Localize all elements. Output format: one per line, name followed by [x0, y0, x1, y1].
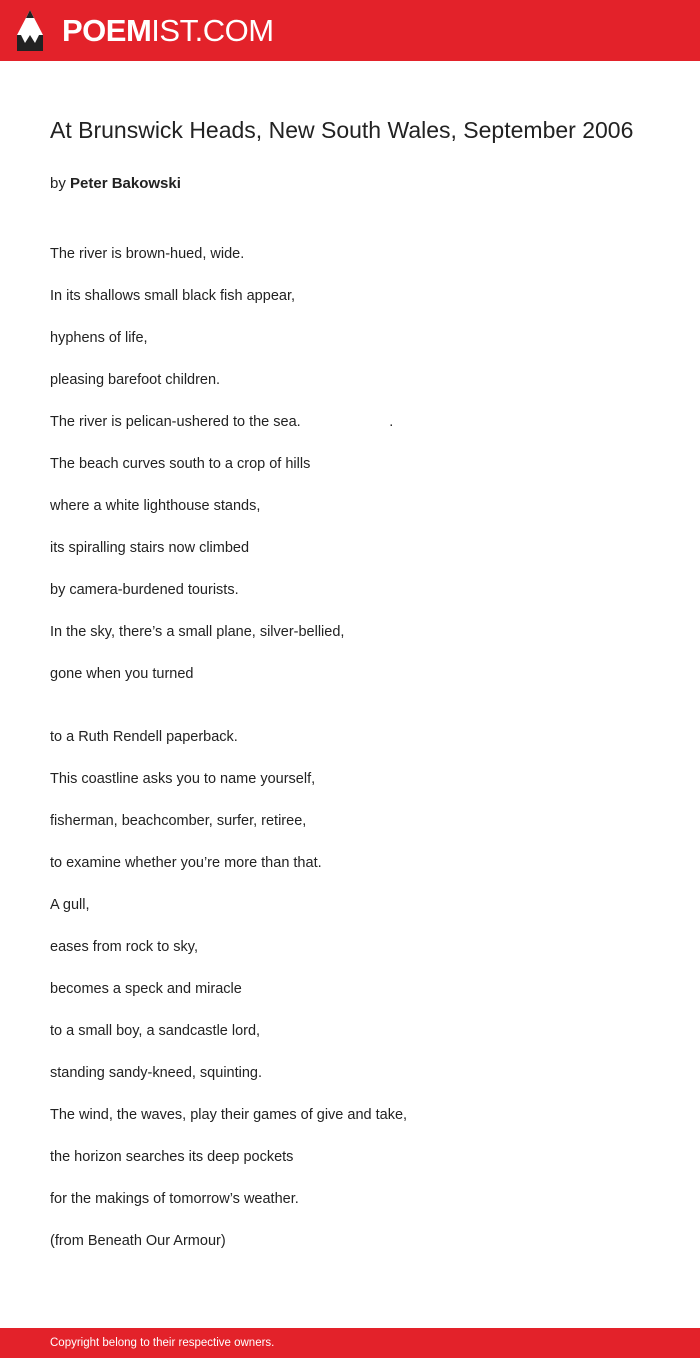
poem-line: the horizon searches its deep pockets	[50, 1149, 294, 1165]
poem-line: In the sky, there’s a small plane, silver-bellied,	[50, 624, 345, 640]
pencil-logo-icon[interactable]	[17, 10, 43, 51]
poem-line: gone when you turned	[50, 666, 194, 682]
poem-source: (from Beneath Our Armour)	[50, 1233, 226, 1249]
poem-line: The wind, the waves, play their games of give and take,	[50, 1107, 408, 1123]
poem-line: by camera-burdened tourists.	[50, 582, 239, 598]
poem-line: for the makings of tomorrow’s weather.	[50, 1191, 299, 1207]
byline	[50, 174, 181, 194]
poem-line: hyphens of life,	[50, 330, 148, 346]
logo-bold-text: POEM	[62, 13, 152, 48]
logo-light-text: IST.COM	[151, 13, 274, 48]
poem-title: At Brunswick Heads, New South Wales, September 2006	[50, 117, 634, 143]
poem-line: The beach curves south to a crop of hills	[50, 456, 311, 472]
site-header	[0, 0, 700, 61]
poem-line: A gull,	[50, 897, 90, 913]
site-logo[interactable]	[62, 13, 274, 49]
poem-line: This coastline asks you to name yourself,	[50, 771, 316, 787]
copyright-text: Copyright belong to their respective owners.	[50, 1337, 275, 1349]
poem-line: pleasing barefoot children.	[50, 372, 221, 388]
poem-line: eases from rock to sky,	[50, 939, 198, 955]
poem-line: to a small boy, a sandcastle lord,	[50, 1023, 261, 1039]
poem-line: to examine whether you’re more than that.	[50, 855, 322, 871]
poem-line: where a white lighthouse stands,	[50, 498, 261, 514]
poem-line: In its shallows small black fish appear,	[50, 288, 295, 304]
poem-line: fisherman, beachcomber, surfer, retiree,	[50, 813, 307, 829]
author-name: Peter Bakowski	[70, 175, 181, 192]
poem-line: The river is brown-hued, wide.	[50, 246, 245, 262]
poem-line: standing sandy-kneed, squinting.	[50, 1065, 263, 1081]
poem-line: The river is pelican-ushered to the sea. .	[50, 414, 394, 430]
poem-line: to a Ruth Rendell paperback.	[50, 729, 238, 745]
poem-line: becomes a speck and miracle	[50, 981, 242, 997]
poem-line: its spiralling stairs now climbed	[50, 540, 250, 556]
site-footer	[0, 1328, 700, 1358]
by-label: by	[50, 175, 66, 192]
